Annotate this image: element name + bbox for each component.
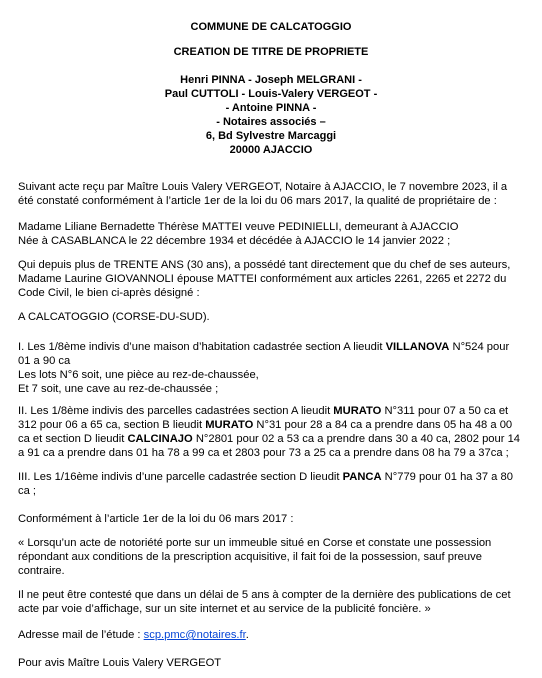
item-1-line: Les lots N°6 soit, une pièce au rez-de-chaussée, <box>18 369 259 381</box>
owner-paragraph <box>18 220 526 248</box>
email-label: Adresse mail de l’étude : <box>18 629 144 641</box>
owner-line: Madame Liliane Bernadette Thérèse MATTEI veuve PEDINIELLI, demeurant à AJACCIO <box>18 221 459 233</box>
quote-line: répondant aux conditions de la prescription acquisitive, il fait foi de la possession, sauf preuve <box>18 551 482 563</box>
intro-paragraph <box>18 180 526 208</box>
item-3-line: ca ; <box>18 485 37 497</box>
item-2-line <box>18 418 526 432</box>
lieudit-name: VILLANOVA <box>385 341 450 353</box>
item-2-line <box>18 432 526 446</box>
address-line-2: 20000 AJACCIO <box>229 144 313 156</box>
lieudit-name: MURATO <box>333 405 382 417</box>
item-1-line: 01 a 90 ca <box>18 355 71 367</box>
text: . <box>245 629 249 641</box>
text: 312 pour 06 a 65 ca, section B lieudit <box>18 419 206 431</box>
item-1-line: Et 7 soit, une cave au rez-de-chaussée ; <box>18 383 219 395</box>
address-line-1: 6, Bd Sylvestre Marcaggi <box>205 130 337 142</box>
possession-paragraph <box>18 258 526 300</box>
notaries-line-2: Paul CUTTOLI - Louis-Valery VERGEOT - <box>164 88 378 100</box>
location-line: A CALCATOGGIO (CORSE-DU-SUD). <box>18 311 210 323</box>
item-1-line <box>18 340 526 354</box>
text: I. Les 1/8ème indivis d’une maison d’habitation cadastrée section A lieudit <box>18 341 386 353</box>
lieudit-name: CALCINAJO <box>127 433 193 445</box>
quote-line: « Lorsqu’un acte de notoriété porte sur un immeuble situé en Corse et constate une possession <box>18 537 492 549</box>
possession-line: Qui depuis plus de TRENTE ANS (30 ans), a possédé tant directement que du chef de ses auteurs, <box>18 259 511 271</box>
text: N°524 pour <box>449 341 510 353</box>
notaries-line-3: - Antoine PINNA - <box>225 102 317 114</box>
intro-line: été constaté conformément à l’article 1er de la loi du 06 mars 2017, la qualité de propriétaire de : <box>18 195 497 207</box>
lieudit-name: PANCA <box>342 471 382 483</box>
item-3-paragraph <box>18 470 526 498</box>
signature-line: Pour avis Maître Louis Valery VERGEOT <box>18 657 222 669</box>
item-2-line <box>18 404 526 418</box>
contest-line: Il ne peut être contesté que dans un délai de 5 ans à compter de la dernière des publications de cet <box>18 589 511 601</box>
owner-line: Née à CASABLANCA le 22 décembre 1934 et décédée à AJACCIO le 14 janvier 2022 ; <box>18 235 451 247</box>
notaries-line-1: Henri PINNA - Joseph MELGRANI - <box>180 74 362 86</box>
email-line <box>18 628 526 642</box>
quote-paragraph <box>18 536 526 578</box>
text: II. Les 1/8ème indivis des parcelles cadastrées section A lieudit <box>18 405 334 417</box>
item-2-paragraph <box>18 404 526 460</box>
text: III. Les 1/16ème indivis d’une parcelle cadastrée section D lieudit <box>18 471 343 483</box>
email-link[interactable]: scp.pmc@notaires.fr <box>143 629 246 641</box>
quote-line: contraire. <box>18 565 65 577</box>
possession-line: Madame Laurine GIOVANNOLI épouse MATTEI conformément aux articles 2261, 2265 et 2272 du <box>18 273 507 285</box>
conformity-line: Conformément à l’article 1er de la loi du 06 mars 2017 : <box>18 513 294 525</box>
item-2-line: a 91 ca a prendre dans 01 ha 78 a 99 ca et 2803 pour 73 a 25 ca a prendre dans 08 ha 79 a 37ca ; <box>18 447 509 459</box>
text: N°31 pour 28 a 84 ca a prendre dans 05 ha 48 a 00 <box>253 419 513 431</box>
contest-paragraph <box>18 588 526 616</box>
item-3-line <box>18 470 526 484</box>
text: N°311 pour 07 a 50 ca et <box>381 405 509 417</box>
possession-line: Code Civil, le bien ci-après désigné : <box>18 287 200 299</box>
text: N°779 pour 01 ha 37 a 80 <box>381 471 513 483</box>
notaries-line-4: - Notaires associés – <box>216 116 326 128</box>
document-title: CREATION DE TITRE DE PROPRIETE <box>173 46 369 58</box>
intro-line: Suivant acte reçu par Maître Louis Valery VERGEOT, Notaire à AJACCIO, le 7 novembre 2023, il a <box>18 181 508 193</box>
lieudit-name: MURATO <box>205 419 254 431</box>
text: N°2801 pour 02 a 53 ca a prendre dans 30 a 40 ca, 2802 pour 14 <box>192 433 521 445</box>
item-1-paragraph <box>18 340 526 396</box>
commune-title: COMMUNE DE CALCATOGGIO <box>190 21 352 33</box>
text: ca et section D lieudit <box>18 433 128 445</box>
contest-line: acte par voie d’affichage, sur un site internet et au service de la publicité foncière. » <box>18 603 431 615</box>
